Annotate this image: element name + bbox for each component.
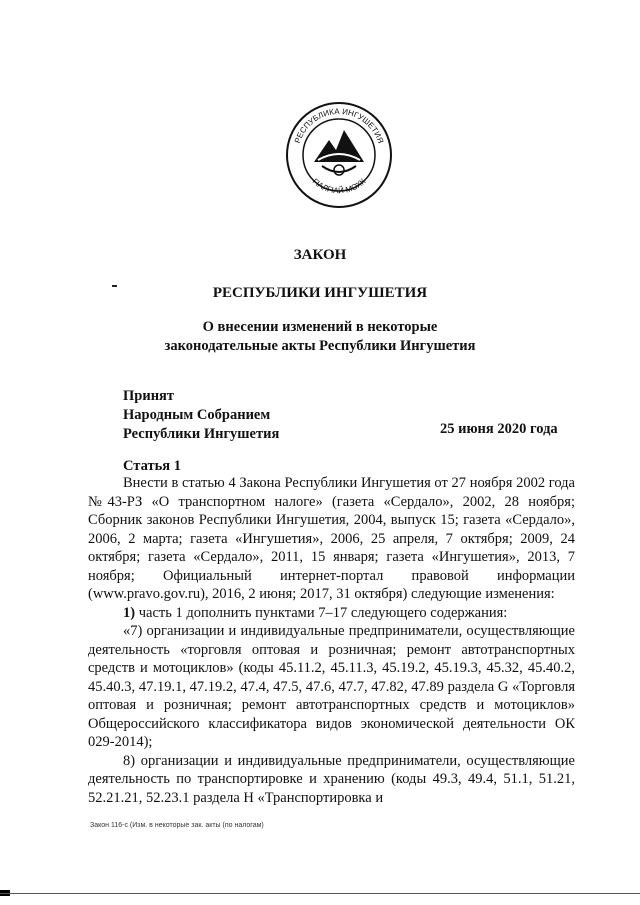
item-marker: 1)	[123, 604, 136, 621]
svg-text:ГІАЛГІАЙ МОХК	[311, 177, 368, 196]
scan-line	[0, 893, 640, 894]
adopted-line-2: Народным Собранием	[123, 407, 271, 423]
paragraph-intro	[88, 474, 575, 604]
paragraph-point-7-text: «7) организации и индивидуальные предприниматели, осуществляющие деятельность «торговля оптовая и розничная; ремонт автотранспортных средств и мотоциклов» (коды 45.11.2, 45.11.3, 45.19.2, 45.19.3, 45.32, 45.40.2, 45.40.3, 47.19.1, 47.19.2, 47.4, 47.5, 47.6, 47.7, 47.82, 47.89 раздела G «Торговля оптовая и розничная; ремонт автотранспортных средств и мотоциклов» Общероссийского классификатора видов экономической деятельности ОК 029-2014);	[88, 623, 575, 750]
description-line-1: О внесении изменений в некоторые	[202, 319, 438, 335]
article-title: Статья 1	[123, 458, 181, 474]
paragraph-intro-text: Внести в статью 4 Закона Республики Ингушетия от 27 ноября 2002 года №43-РЗ «О транспортном налоге» (газета «Сердало», 2002, 28 ноября; Сборник законов Республики Ингушетия, 2004, выпуск 15; газета «Сердало», 2006, 2 марта; газета «Ингушетия», 2006, 25 апреля, 7 октября; 2009, 24 октября; газета «Сердало», 2011, 15 января; газета «Ингушетия», 2013, 7 ноября; Официальный интернет-портал правовой информации (www.pravo.gov.ru), 2016, 2 июня; 2017, 31 октября) следующие изменения:	[88, 475, 575, 602]
article-body	[88, 474, 575, 807]
emblem-top-text: РЕСПУБЛИКА ИНГУШЕТИЯ	[292, 106, 386, 145]
paragraph-item-1	[88, 604, 575, 623]
document-subtitle: РЕСПУБЛИКИ ИНГУШЕТИЯ	[212, 285, 428, 301]
adoption-date: 25 июня 2020 года	[440, 421, 558, 437]
adoption-block	[123, 387, 279, 444]
adopted-line-1: Принят	[123, 388, 175, 404]
paragraph-item-1-text: часть 1 дополнить пунктами 7–17 следующего содержания:	[135, 604, 508, 621]
document-description	[0, 318, 640, 356]
adopted-line-3: Республики Ингушетия	[123, 426, 280, 442]
document-title: ЗАКОН	[293, 247, 347, 263]
emblem-bottom-text: ГІАЛГІАЙ МОХК	[310, 176, 368, 196]
coat-of-arms-emblem	[284, 100, 394, 210]
paragraph-point-8	[88, 752, 575, 808]
paragraph-point-7	[88, 622, 575, 752]
description-line-2: законодательные акты Республики Ингушетия	[164, 338, 476, 354]
page-footer: Закон 116-с (Изм. в некоторые зак. акты (по налогам)	[90, 822, 264, 829]
paragraph-point-8-text: 8) организации и индивидуальные предприниматели, осуществляющие деятельность по транспортировке и хранению (коды 49.3, 49.4, 51.1, 51.21, 52.21.21, 52.23.1 раздела H «Транспортировка и	[88, 752, 575, 806]
